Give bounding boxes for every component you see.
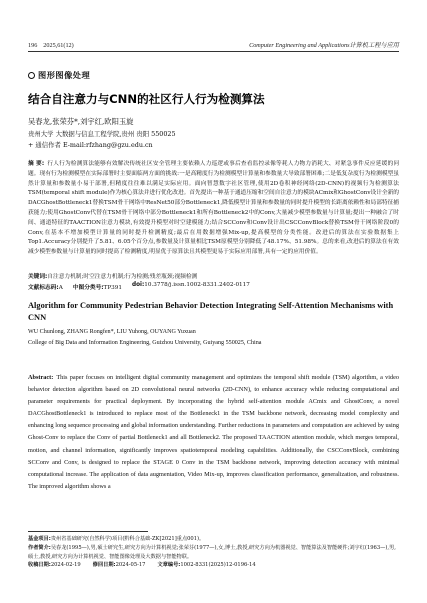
fund-text: 贵州省基础研究(自然科学)项目(黔科合基础-ZK[2021]重点001)。 <box>50 536 205 542</box>
abstract-chinese-label: 摘 要: <box>28 161 45 167</box>
circle-bullet-icon <box>28 72 35 79</box>
keywords-chinese <box>28 271 399 280</box>
received-value: 2024-02-19 <box>50 562 81 569</box>
title-english: Algorithm for Community Pedestrian Behavior Detection Integrating Self-Attention Mechanisms with CNN <box>28 301 394 322</box>
article-number-value: 1002-8331(2025)12-0196-14 <box>180 562 256 569</box>
affiliation-english: College of Big Data and Information Engineering, Guizhou University, Guiyang 550025, China <box>28 340 262 346</box>
section-tag-label: 图形图像处理 <box>38 70 91 80</box>
received-date <box>28 561 81 570</box>
document-code <box>28 282 63 291</box>
footnotes <box>28 535 399 570</box>
classification-label: 中图分类号: <box>72 285 104 291</box>
author-bio-note <box>28 544 399 562</box>
revised-value: 2024-05-17 <box>115 562 146 569</box>
abstract-english-label: Abstract: <box>28 374 54 381</box>
received-label: 收稿日期: <box>28 562 51 569</box>
abstract-english-text: This paper focuses on intelligent digital community management and optimizes the temporal shift module (TSM) algorithm, a video behavior detection algorithm based on 2D convolutional neural networks (2D-CNN), to enhance accuracy while reducing computational and parameter requirements for practical deployment. By incorporating the hybrid self-attention module ACmix and GhostConv, a novel DACGhostBottleneck1 is introduced to replace most of the Bottleneck1 in the TSM backbone network, decreasing model complexity and enhancing long sequence processing and global information understanding. Further reductions in parameters and computation are achieved by using Ghost-Conv to replace the Conv of partial Bottleneck1 and all Bottleneck2. The proposed TAACTION attention module, which merges temporal, motion, and channel information, significantly improves spatiotemporal modeling capabilities. Additionally, the CSCConvBlock, combining SCConv and Conv, is designed to replace the STAGE 0 Conv in the TSM backbone network, improving detection accuracy with minimal computational increase. The application of data augmentation, Video Mix-up, improves classification performance, generalization, and robustness. The improved algorithm shows a <box>28 374 399 490</box>
keywords-text: 自注意力机制;时空注意力机制;行为检测;残差瓶颈;视频检测 <box>47 274 198 280</box>
revised-label: 修回日期: <box>92 562 116 569</box>
classification-value: TP391 <box>103 285 123 291</box>
article-number <box>158 561 256 570</box>
footnote-rule <box>28 531 148 532</box>
author-bio-text: 吴春龙(1995—),男,硕士研究生,研究方向为计算机视觉;张荣芬(1977—),女,博士,教授,研究方向为机器视觉、智能算法及智能硬件;刘宇红(1963—),男,硕士,教授,研究方向为计算机视觉、智能图像处理及大数据与智能物联。 <box>28 544 396 560</box>
author-bio-label: 作者简介: <box>28 544 51 551</box>
title-chinese: 结合自注意力与CNN的社区行人行为检测算法 <box>28 92 265 106</box>
doi <box>132 282 250 291</box>
abstract-chinese <box>28 160 399 258</box>
abstract-english <box>28 372 399 493</box>
article-number-label: 文章编号: <box>157 562 181 569</box>
affiliation-chinese: 贵州大学 大数据与信息工程学院,贵州 贵阳 550025 <box>28 130 176 138</box>
fund-label: 基金项目: <box>28 536 51 542</box>
document-code-label: 文献标志码: <box>28 285 59 291</box>
issue-info: 2025,61(12) <box>43 42 74 49</box>
article-identifiers <box>28 282 399 291</box>
section-tag <box>28 70 90 81</box>
journal-name: Computer Engineering and Applications计算机工程与应用 <box>249 42 399 49</box>
running-header <box>28 40 399 49</box>
abstract-chinese-text: 行人行为检测算法能够有效解决传统社区安全管理主要依赖人力巡逻或事后查看监控录像等耗人力物力消耗大、对紧急事件反应延缓的问题。现有行为检测模型在实际部署时主要面临两方面的挑战:一是高精度行为检测模型计算量和参数量大导致部署困难;二是低复杂度行为检测模型虽然计算量和参数量小易于部署,但精度往往难以满足实际应用。面向智慧数字社区管理,使用2D卷积神经网络(2D-CNN)的视频行为检测算法TSM(temporal shift module)作为核心算法并进行优化改进。首先提出一种基于通道压缩和空间自注意力的模块ACmix和GhostConv设计全新的DACGhostBottleneck1替换TSM骨干网络中ResNet50部分Bottleneck1,降低模型计算量和参数量的同时提升模型的长距离依赖性和局部特征捕获能力;使用GhostConv代替在TSM骨干网络中部分Bottleneck1和所有Bottleneck2中的Conv,大量减少模型参数量与计算量;提出一种融合了时间、通道特征的TAACTION注意力模块,有效提升模型对时空建模能力;结合SCConv和Conv设计出CSCConvBlock替换TSM骨干网络阶段0的Conv,在基本不增加模型计算量的同时提升检测精度;最后在用数据增强Mix-up,提高模型的分类性能。改进后的算法在实验数据集上Top1.Accuracy分别提升了5.81、6.05个百分点,参数量及计算量相比TSM原模型分别降低了48.17%、51.98%。总的来看,改进后的算法在有效减少模型参数量与计算量的同时提高了检测精度,明显优于原算法且其模型更易于实际应用部署,具有一定的应用价值。 <box>28 161 400 256</box>
header-rule <box>28 51 399 52</box>
document-code-value: A <box>58 285 63 291</box>
authors-chinese: 吴春龙,张荣芬*,刘宇红,欧阳玉旋 <box>28 117 134 126</box>
doi-label: doi: <box>132 282 145 288</box>
doi-value: 10.3778/j.issn.1002-8331.2402-0117 <box>144 282 250 288</box>
article-dates <box>28 561 399 570</box>
page-number: 196 <box>28 42 38 49</box>
classification-number <box>73 282 122 291</box>
authors-english: WU Chunlong, ZHANG Rongfen*, LIU Yuhong, OUYANG Yuxuan <box>28 329 196 335</box>
fund-note <box>28 535 399 544</box>
contact-chinese: + 通信作者 E-mail:rfzhang@gzu.edu.cn <box>28 141 153 149</box>
revised-date <box>93 561 146 570</box>
keywords-label: 关键词: <box>28 274 48 280</box>
